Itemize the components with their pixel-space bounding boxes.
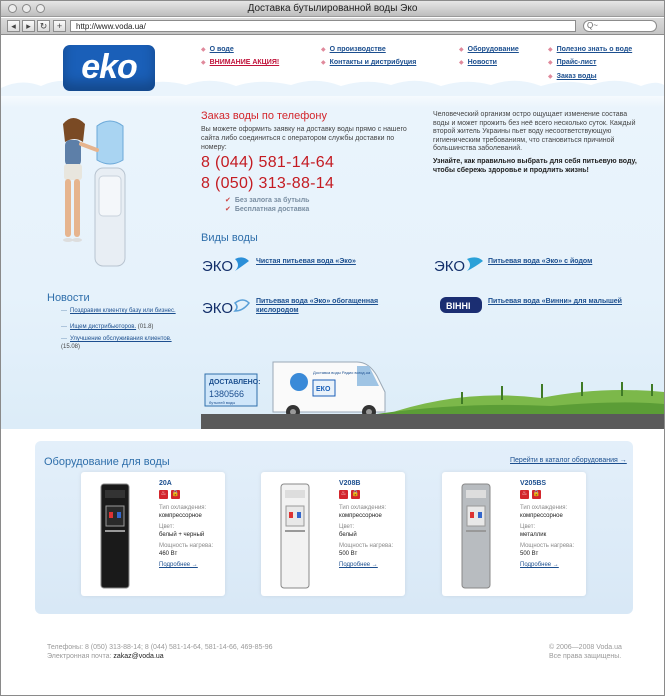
check-icon: ✔ (225, 197, 231, 204)
cooler-model[interactable]: 20A (159, 480, 172, 487)
phone-number-1[interactable]: 8 (044) 581-14-64 (201, 154, 335, 171)
girl-with-water-cooler-image (47, 116, 137, 268)
heating-power-label: Мощность нагрева: (520, 543, 575, 549)
nav-link[interactable] (459, 46, 519, 53)
nav-bullet-icon: ◆ (201, 47, 206, 53)
footer-email-row (47, 652, 273, 661)
news-date: (01.8) (137, 324, 154, 330)
news-item (61, 336, 181, 351)
van-girl-emblem (290, 373, 308, 391)
forward-arrow-icon: ▸ (26, 21, 31, 31)
delivered-unit: бутылей воды (209, 400, 236, 405)
reload-icon: ↻ (39, 21, 48, 31)
nav-link-label: О производстве (329, 46, 386, 53)
heating-power-value: 460 Вт (159, 551, 178, 557)
cooling-type-label: Тип охлаждения: (520, 505, 568, 511)
bullet-icon: — (61, 324, 67, 330)
window-title: Доставка бутылированной воды Эко (247, 3, 418, 14)
nav-link[interactable] (201, 46, 234, 53)
nav-bullet-icon: ◆ (459, 47, 464, 53)
footer-contacts (47, 643, 273, 661)
nav-bullet-icon: ◆ (548, 74, 553, 80)
color-value: белый + черный (159, 532, 205, 538)
nav-link-label: Заказ воды (556, 73, 597, 80)
bullet-icon: — (61, 336, 67, 342)
equipment-card[interactable] (81, 472, 225, 596)
water-cooler-image (456, 480, 496, 590)
cooling-type-label: Тип охлаждения: (159, 505, 207, 511)
info-bold-text: Узнайте, как правильно выбрать для себя питьевую воду, чтобы сбережь здоровье и продлить жизнь! (433, 158, 637, 174)
water-types-heading: Виды воды (201, 232, 258, 244)
news-date: (15.08) (61, 343, 81, 350)
water-type-link-oxygen[interactable]: Питьевая вода «Эко» обогащенная кислородом (256, 298, 379, 314)
nav-bullet-icon: ◆ (321, 47, 326, 53)
window-controls (8, 4, 45, 13)
water-cooler-image (275, 480, 315, 590)
child-lock-icon: 🔒 (351, 491, 360, 497)
nav-bullet-icon: ◆ (548, 47, 553, 53)
road (201, 414, 664, 429)
hot-water-icon: ♨ (340, 491, 347, 497)
color-value: белый (339, 532, 357, 538)
color-label: Цвет: (520, 524, 536, 530)
nav-bullet-icon: ◆ (201, 60, 206, 66)
eko-oxygen-water-logo[interactable] (201, 297, 253, 317)
eko-iodine-water-logo[interactable] (433, 255, 485, 275)
rights-text: Все права защищены. (549, 653, 622, 660)
footer-email-link[interactable]: zakaz@voda.ua (113, 653, 164, 660)
equipment-card[interactable] (261, 472, 405, 596)
vinni-logo-text: ВІННІ (446, 301, 471, 311)
child-lock-icon: 🔒 (532, 491, 541, 497)
van-logo: ЕКО (316, 386, 331, 393)
nav-link[interactable] (201, 59, 279, 66)
cooler-model[interactable]: V205BS (520, 480, 547, 487)
news-item (61, 324, 181, 332)
add-bookmark-button[interactable] (53, 20, 66, 32)
nav-link-label: Прайс-лист (556, 59, 597, 66)
delivered-count: 1380566 (209, 389, 245, 399)
nav-link-label: Оборудование (467, 46, 519, 53)
nav-link[interactable] (548, 59, 596, 66)
footer-copyright (549, 643, 622, 661)
top-navigation (1, 42, 664, 92)
free-delivery-note (225, 205, 309, 213)
no-deposit-note (225, 196, 309, 204)
back-button[interactable] (7, 20, 20, 32)
minimize-window-button[interactable] (22, 4, 31, 13)
nav-link-label: Новости (467, 59, 497, 66)
nav-link-label: О воде (209, 46, 234, 53)
delivered-label: ДОСТАВЛЕНО: (209, 379, 261, 386)
eko-logo-text: ЭКО (202, 300, 234, 317)
cooling-type-label: Тип охлаждения: (339, 505, 387, 511)
heating-power-value: 500 Вт (339, 551, 358, 557)
nav-link[interactable] (548, 73, 597, 80)
footer-phones: Телефоны: 8 (050) 313-88-14; 8 (044) 581-14-64, 581-14-66, 469-85-96 (47, 644, 273, 651)
eko-logo[interactable]: eko (63, 45, 155, 91)
nav-link-label: Полезно знать о воде (556, 46, 633, 53)
vinni-water-logo[interactable] (439, 295, 483, 315)
copyright-text: © 2006—2008 Voda.ua (549, 644, 622, 651)
more-details-link[interactable]: Подробнее → (520, 562, 559, 568)
zoom-window-button[interactable] (36, 4, 45, 13)
news-link[interactable]: Поздравим клиентку базу или бизнес. (70, 308, 176, 314)
heating-power-label: Мощность нагрева: (339, 543, 394, 549)
order-text: Вы можете оформить заявку на доставку воды прямо с нашего сайта либо соединиться с оператором службы доставки по номеру: (201, 126, 407, 151)
web-page (1, 36, 664, 696)
cooler-model[interactable]: V208B (339, 480, 361, 487)
news-item (61, 308, 181, 316)
nav-link[interactable] (321, 59, 416, 66)
water-cooler-image (95, 480, 135, 590)
equipment-heading: Оборудование для воды (44, 456, 170, 468)
cooling-type-value: компрессорное (520, 513, 563, 519)
heating-power-label: Мощность нагрева: (159, 543, 214, 549)
reload-button[interactable] (37, 20, 50, 32)
cooling-type-value: компрессорное (339, 513, 382, 519)
color-value: металлик (520, 532, 547, 538)
check-icon: ✔ (225, 206, 231, 213)
no-deposit-label: Без залога за бутыль (234, 197, 310, 204)
color-label: Цвет: (159, 524, 175, 530)
eko-water-logo[interactable] (201, 255, 251, 275)
more-details-link[interactable]: Подробнее → (159, 562, 198, 568)
more-details-link[interactable]: Подробнее → (339, 562, 378, 568)
nav-link-label: ВНИМАНИЕ АКЦИЯ! (209, 59, 280, 66)
hot-water-icon: ♨ (160, 491, 167, 497)
phone-number-2[interactable]: 8 (050) 313-88-14 (201, 175, 335, 192)
footer-email-label: Электронная почта: (47, 653, 112, 660)
color-label: Цвет: (339, 524, 355, 530)
news-link[interactable]: Улучшение обслуживания клиентов. (70, 336, 172, 342)
child-lock-icon: 🔒 (171, 491, 180, 497)
back-arrow-icon: ◂ (11, 21, 16, 31)
browser-search-field[interactable]: Q~ (583, 20, 657, 32)
eko-logo-text: ЭКО (202, 258, 234, 275)
nav-bullet-icon: ◆ (321, 60, 326, 66)
info-text: Человеческий организм остро ощущает изменение состава воды и может прожить без неё всего несколько суток. Каждый второй житель Украины пьет воду несоответствующую гигиеническим требованиям, что становиться причиной большинства заболеваний. (433, 111, 636, 152)
nav-bullet-icon: ◆ (459, 60, 464, 66)
nav-link-label: Контакты и дистрибуция (329, 59, 417, 66)
browser-toolbar (1, 18, 664, 35)
nav-link[interactable] (548, 46, 632, 53)
news-heading: Новости (47, 292, 90, 304)
cooling-type-value: компрессорное (159, 513, 202, 519)
heating-power-value: 500 Вт (520, 551, 539, 557)
eko-logo-text: ЭКО (434, 258, 466, 275)
water-type-link-eko[interactable]: Чистая питьевая вода «Эко» (256, 258, 356, 265)
bullet-icon: — (61, 308, 67, 314)
water-type-link-vinni[interactable]: Питьевая вода «Винни» для малышей (488, 298, 622, 305)
equipment-catalog-link[interactable]: Перейти в каталог оборудования → (510, 457, 627, 464)
order-heading: Заказ воды по телефону (201, 110, 327, 122)
nav-link[interactable] (321, 46, 386, 53)
hot-water-icon: ♨ (521, 491, 528, 497)
nav-bullet-icon: ◆ (548, 60, 553, 66)
news-link[interactable]: Ищем дистрибьюторов. (70, 324, 137, 330)
nav-link[interactable] (459, 59, 497, 66)
close-window-button[interactable] (8, 4, 17, 13)
plus-icon: + (56, 21, 63, 31)
forward-button[interactable] (22, 20, 35, 32)
equipment-card[interactable] (442, 472, 586, 596)
van-text: Доставка воды Радио вогод.ua (313, 370, 371, 375)
water-type-link-iodine[interactable]: Питьевая вода «Эко» с йодом (488, 258, 593, 265)
free-delivery-label: Бесплатная доставка (234, 206, 310, 213)
address-bar[interactable]: http://www.voda.ua/ (70, 20, 576, 32)
title-bar (1, 1, 664, 17)
